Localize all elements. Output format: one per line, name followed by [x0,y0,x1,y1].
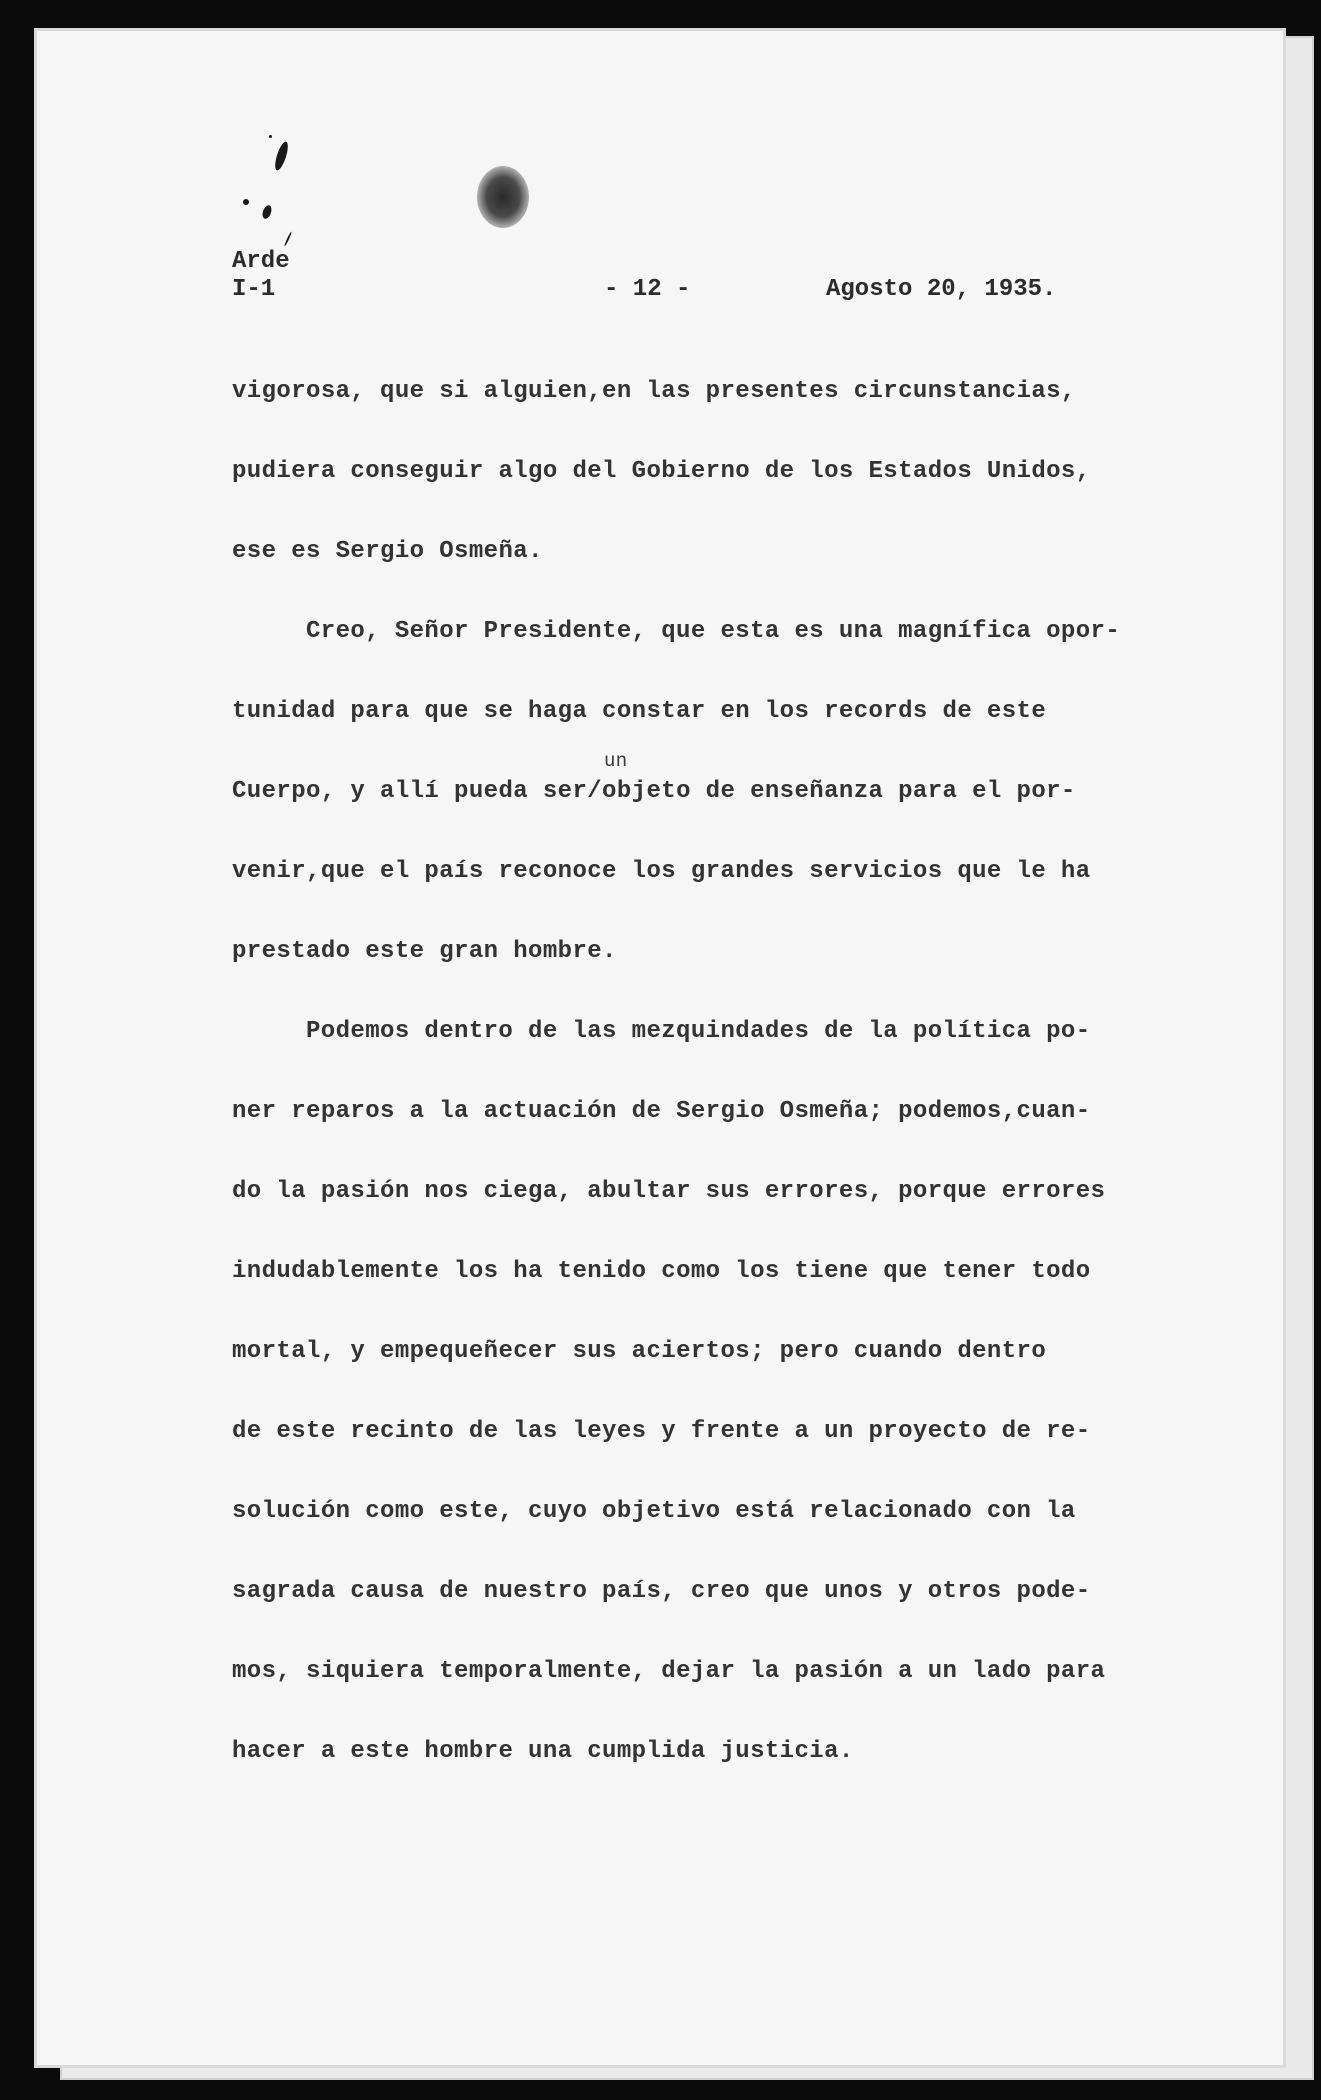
body-line: vigorosa, que si alguien,en las presentes circunstancias, [232,378,1076,405]
body-line: Creo, Señor Presidente, que esta es una magnífica opor- [306,618,1121,645]
pen-mark [243,199,249,205]
pen-mark [269,135,272,138]
body-line: ese es Sergio Osmeña. [232,538,543,565]
body-line: pudiera conseguir algo del Gobierno de los Estados Unidos, [232,458,1091,485]
body-line: do la pasión nos ciega, abultar sus errores, porque errores [232,1178,1106,1205]
document-date: Agosto 20, 1935. [826,276,1057,303]
body-line: sagrada causa de nuestro país, creo que unos y otros pode- [232,1578,1091,1605]
body-line: prestado este gran hombre. [232,938,617,965]
pen-mark [273,140,291,171]
body-line: Cuerpo, y allí pueda ser/objeto de enseñanza para el por- [232,778,1076,805]
body-line: tunidad para que se haga constar en los records de este [232,698,1047,725]
body-line: ner reparos a la actuación de Sergio Osmeña; podemos,cuan- [232,1098,1091,1125]
body-line: mortal, y empequeñecer sus aciertos; pero cuando dentro [232,1338,1047,1365]
pen-mark [261,204,273,220]
body-line: venir,que el país reconoce los grandes servicios que le ha [232,858,1091,885]
body-line: Podemos dentro de las mezquindades de la política po- [306,1018,1091,1045]
pen-mark [284,231,293,246]
typist-code [232,248,290,304]
body-line: de este recinto de las leyes y frente a un proyecto de re- [232,1418,1091,1445]
body-line: hacer a este hombre una cumplida justicia. [232,1738,854,1765]
body-line: indudablemente los ha tenido como los tiene que tener todo [232,1258,1091,1285]
ink-blot [477,166,529,228]
typist-code-line-2: I-1 [232,276,276,303]
page-number: - 12 - [604,276,691,303]
body-line: solución como este, cuyo objetivo está relacionado con la [232,1498,1076,1525]
typist-code-line-1: Arde [232,248,290,275]
interlinear-insertion: un [604,750,628,772]
body-line: mos, siquiera temporalmente, dejar la pasión a un lado para [232,1658,1106,1685]
